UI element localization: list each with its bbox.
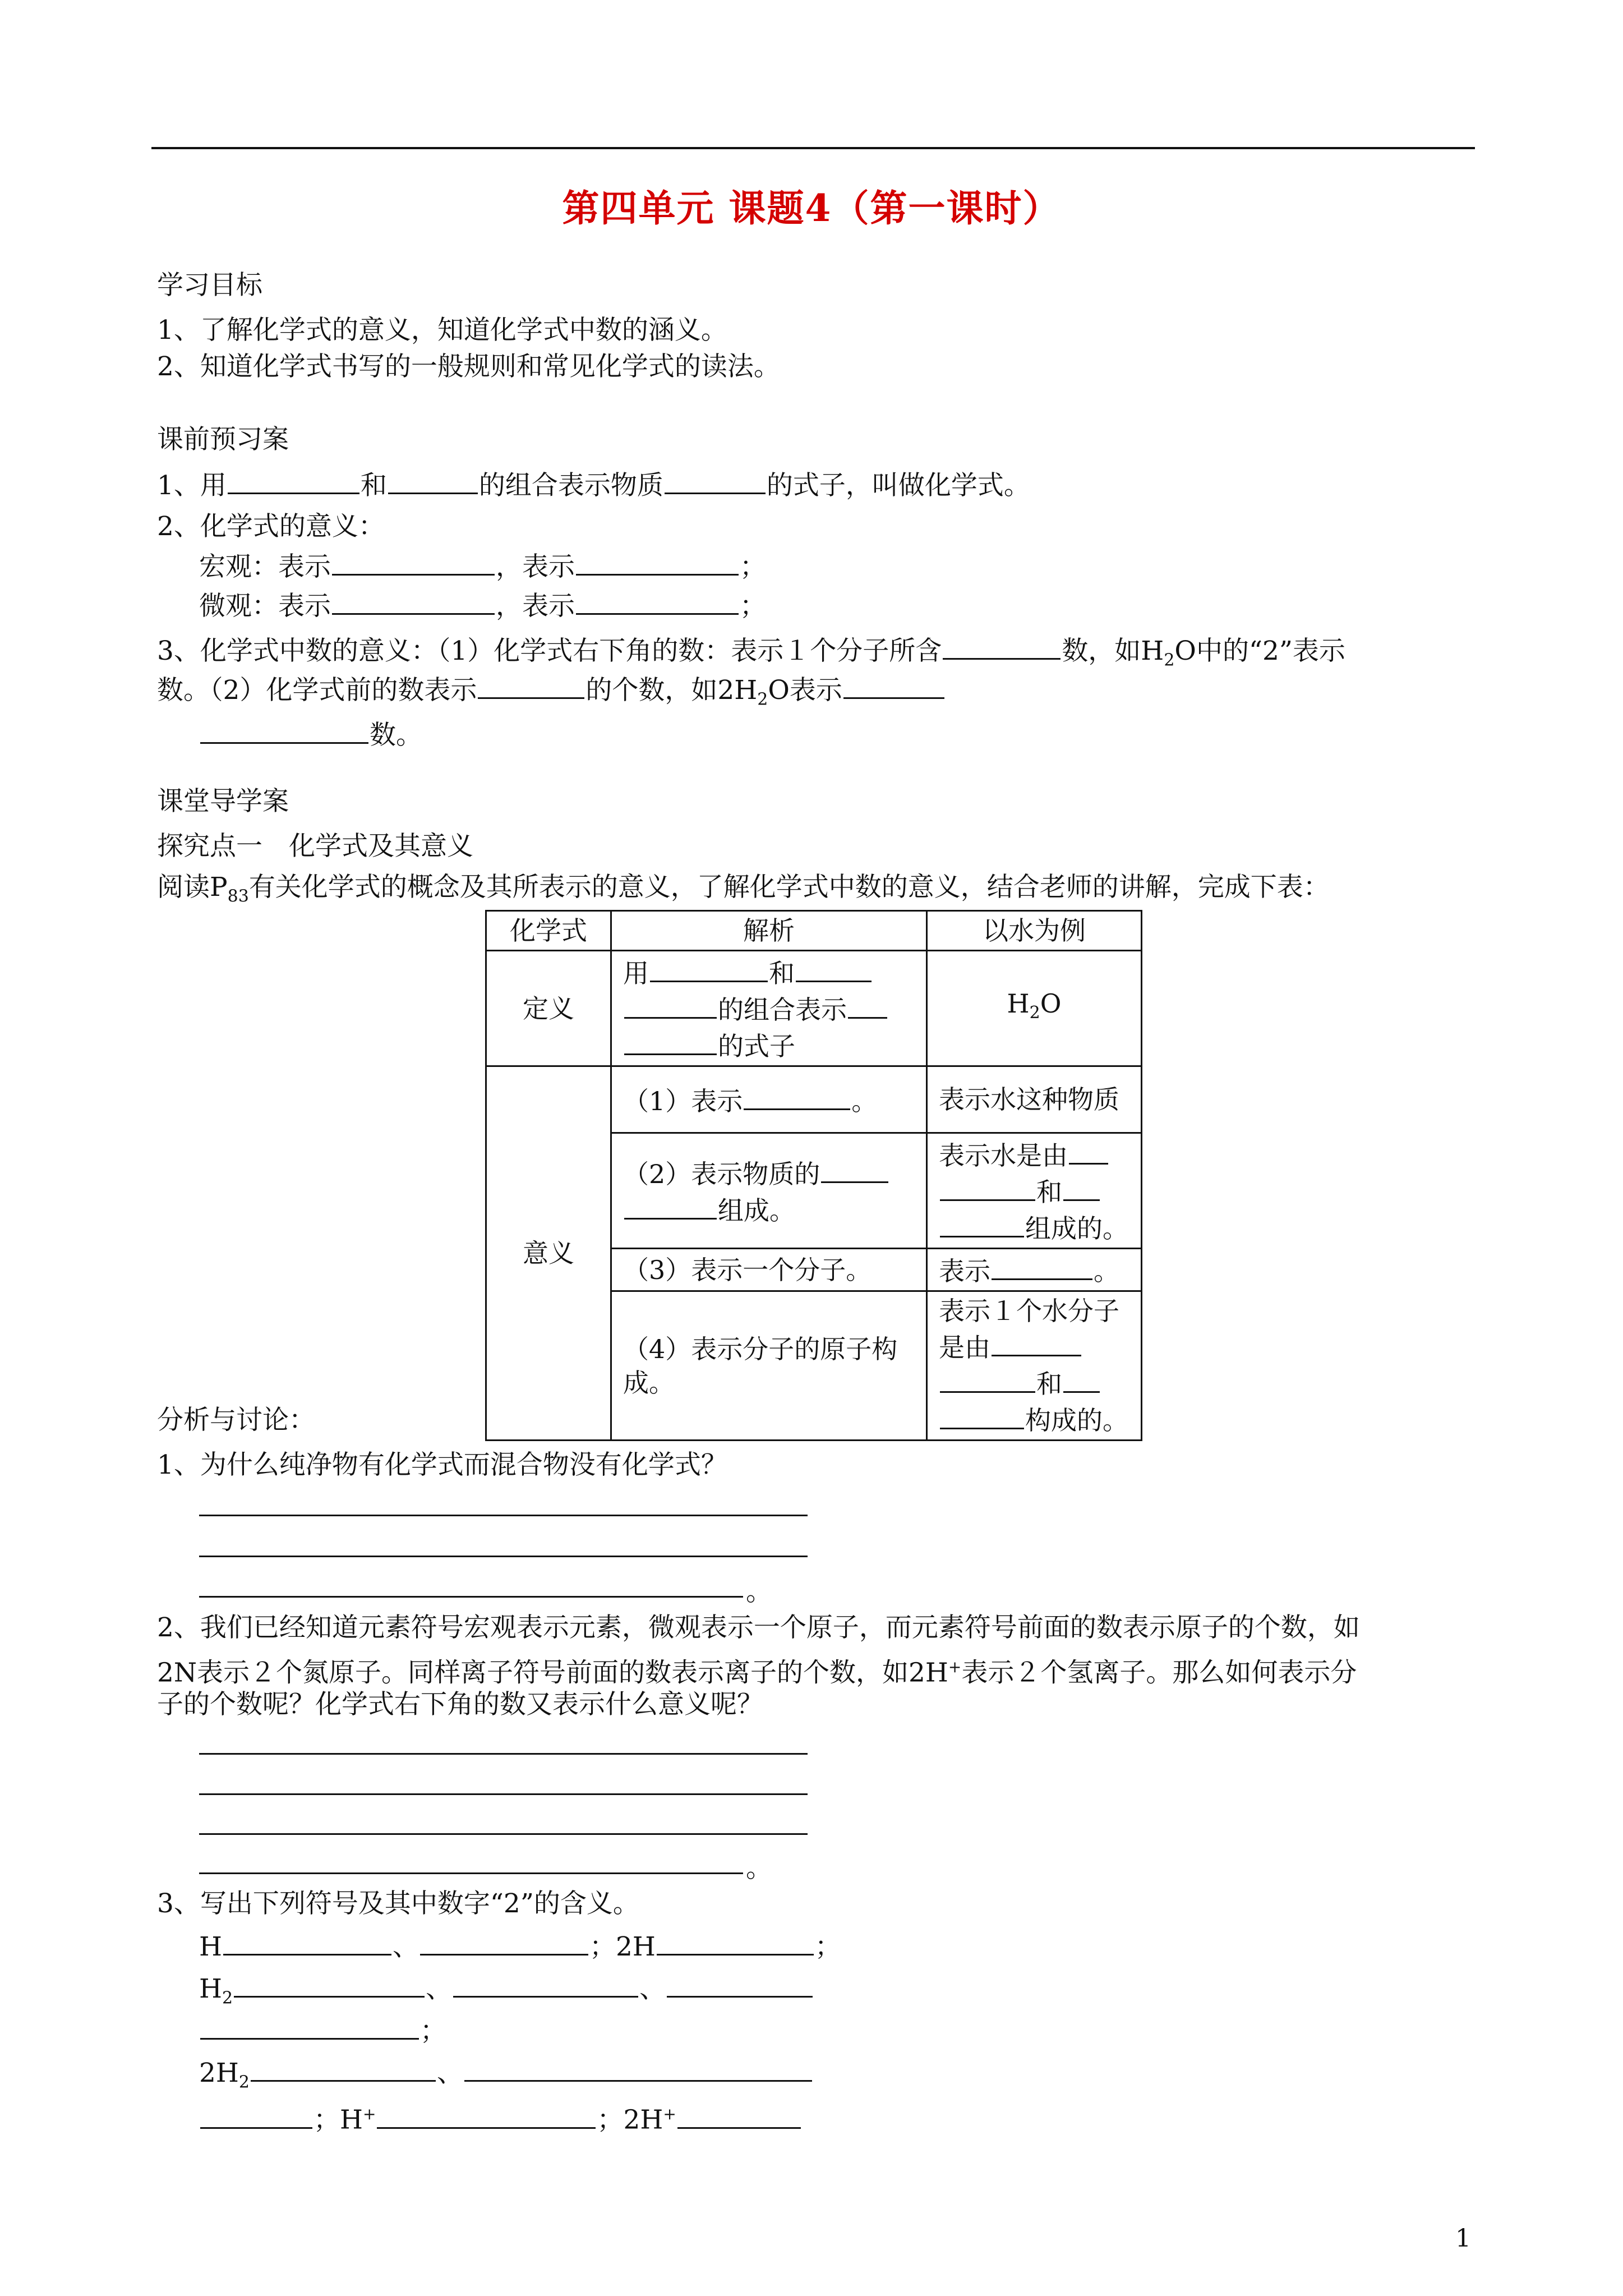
answer-blank[interactable] bbox=[234, 1969, 425, 1998]
answer-blank[interactable] bbox=[377, 2100, 596, 2129]
answer-line[interactable] bbox=[199, 1833, 808, 1835]
answer-period: 。 bbox=[746, 1853, 772, 1884]
answer-blank[interactable] bbox=[744, 1082, 850, 1110]
objective-item-1: 1、了解化学式的意义，知道化学式中数的涵义。 bbox=[157, 315, 727, 346]
answer-blank[interactable] bbox=[478, 670, 584, 699]
answer-blank[interactable] bbox=[1063, 1172, 1100, 1201]
symbol-line-h2-cont: ； bbox=[199, 2011, 446, 2050]
answer-blank[interactable] bbox=[576, 547, 739, 576]
answer-blank[interactable] bbox=[848, 990, 887, 1019]
table-row-meaning-1 bbox=[486, 1066, 1142, 1133]
answer-line[interactable] bbox=[199, 1753, 808, 1755]
answer-blank[interactable] bbox=[200, 715, 368, 744]
answer-blank[interactable] bbox=[464, 2053, 812, 2082]
answer-blank[interactable] bbox=[332, 586, 495, 615]
objective-item-2: 2、知道化学式书写的一般规则和常见化学式的读法。 bbox=[157, 351, 780, 382]
preview-heading: 课前预习案 bbox=[157, 424, 289, 455]
answer-blank[interactable] bbox=[624, 990, 717, 1019]
page-title: 第四单元 课题4（第一课时） bbox=[562, 186, 1061, 230]
answer-blank[interactable] bbox=[223, 1927, 391, 1955]
answer-line[interactable] bbox=[199, 1515, 808, 1516]
answer-blank[interactable] bbox=[940, 1364, 1035, 1393]
symbol-line-h2: $H_2$ 、 、 bbox=[199, 1969, 814, 2017]
answer-blank[interactable] bbox=[453, 1969, 638, 1998]
discussion-q2-line3: 子的个数呢？化学式右下角的数又表示什么意义呢？ bbox=[157, 1689, 763, 1720]
meaning-example-4: 表示１个水分子是由 和 构成的。 bbox=[927, 1291, 1142, 1441]
objectives-heading: 学习目标 bbox=[157, 270, 262, 301]
table-header-row bbox=[486, 911, 1142, 951]
meaning-analysis-1: （1）表示 。 bbox=[611, 1066, 927, 1133]
preview-q2: 2、化学式的意义： bbox=[157, 511, 385, 542]
answer-blank[interactable] bbox=[228, 466, 359, 494]
preview-macro: 宏观：表示 ，表示 ； bbox=[199, 547, 766, 586]
header-rule bbox=[151, 147, 1475, 149]
answer-blank[interactable] bbox=[576, 586, 739, 615]
table-header-cell: 化学式 bbox=[486, 911, 611, 951]
page-number: 1 bbox=[1455, 2224, 1471, 2253]
discussion-heading: 分析与讨论： bbox=[157, 1405, 315, 1435]
answer-blank[interactable] bbox=[624, 1027, 717, 1055]
answer-blank[interactable] bbox=[796, 954, 872, 982]
meaning-analysis-2: （2）表示物质的 组成。 bbox=[611, 1133, 927, 1249]
discussion-q2-line2: 2N表示２个氮原子。同样离子符号前面的数表示离子的个数，如2H+表示２个氢离子。那么如何表示分 bbox=[157, 1657, 1357, 1688]
answer-blank[interactable] bbox=[843, 670, 944, 699]
classroom-topic: 探究点一 化学式及其意义 bbox=[157, 831, 473, 862]
answer-blank[interactable] bbox=[667, 1969, 813, 1998]
answer-blank[interactable] bbox=[200, 2011, 419, 2040]
symbol-line-hplus: ；H+ ；2H+ bbox=[199, 2095, 802, 2139]
meaning-example-1: 表示水这种物质 bbox=[927, 1066, 1142, 1133]
answer-blank[interactable] bbox=[677, 2100, 801, 2129]
row-label-meaning: 意义 bbox=[486, 1066, 611, 1441]
answer-blank[interactable] bbox=[624, 1191, 717, 1220]
preview-q3-line2: 数。（2）化学式前的数表示 的个数，如$2H_2O$表示 bbox=[157, 670, 946, 719]
definition-analysis-cell: 用 和 的组合表示 的式子 bbox=[611, 951, 927, 1066]
answer-line[interactable] bbox=[199, 1556, 808, 1557]
answer-blank[interactable] bbox=[940, 1401, 1024, 1429]
answer-line[interactable] bbox=[199, 1793, 808, 1795]
table-row-definition bbox=[486, 951, 1142, 1066]
meaning-analysis-3: （3）表示一个分子。 bbox=[611, 1249, 927, 1291]
answer-blank[interactable] bbox=[1063, 1364, 1100, 1393]
meaning-example-2: 表示水是由 和 组成的。 bbox=[927, 1133, 1142, 1249]
discussion-q2-line1: 2、我们已经知道元素符号宏观表示元素，微观表示一个原子，而元素符号前面的数表示原子的个数，如 bbox=[157, 1612, 1360, 1643]
chemical-formula-table bbox=[485, 910, 1142, 1441]
answer-blank[interactable] bbox=[992, 1251, 1092, 1280]
answer-blank[interactable] bbox=[665, 466, 766, 494]
discussion-q3: 3、写出下列符号及其中数字“2”的含义。 bbox=[157, 1888, 639, 1919]
preview-q1: 1、用 和 的组合表示物质 的式子，叫做化学式。 bbox=[157, 466, 1030, 505]
answer-blank[interactable] bbox=[1069, 1136, 1108, 1165]
table-header-cell: 以水为例 bbox=[927, 911, 1142, 951]
meaning-analysis-4: （4）表示分子的原子构成。 bbox=[611, 1291, 927, 1441]
classroom-read-instruction: 阅读$P_{83}$有关化学式的概念及其所表示的意义，了解化学式中数的意义，结合老师的讲解，完成下表： bbox=[157, 872, 1330, 907]
discussion-q1: 1、为什么纯净物有化学式而混合物没有化学式？ bbox=[157, 1450, 727, 1480]
symbol-line-2h2: $2H_2$ 、 bbox=[199, 2053, 813, 2101]
answer-blank[interactable] bbox=[943, 631, 1061, 660]
answer-blank[interactable] bbox=[657, 1927, 814, 1955]
answer-blank[interactable] bbox=[420, 1927, 588, 1955]
definition-example-cell: $H_2O$ bbox=[927, 951, 1142, 1066]
answer-blank[interactable] bbox=[200, 2100, 312, 2129]
table-header-cell: 解析 bbox=[611, 911, 927, 951]
answer-blank[interactable] bbox=[388, 466, 478, 494]
meaning-example-3: 表示 。 bbox=[927, 1249, 1142, 1291]
answer-blank[interactable] bbox=[940, 1209, 1024, 1237]
preview-q3-line3: 数。 bbox=[199, 715, 422, 754]
answer-blank[interactable] bbox=[821, 1154, 888, 1183]
preview-q3-line1: 3、化学式中数的意义：（1）化学式右下角的数：表示１个分子所含 数，如$H_2O$中的“2”表示 bbox=[157, 631, 1345, 679]
answer-blank[interactable] bbox=[332, 547, 495, 576]
row-label-definition: 定义 bbox=[486, 951, 611, 1066]
answer-blank[interactable] bbox=[251, 2053, 436, 2082]
classroom-heading: 课堂导学案 bbox=[157, 786, 289, 817]
answer-blank[interactable] bbox=[940, 1172, 1035, 1201]
answer-line[interactable] bbox=[199, 1596, 743, 1598]
answer-period: 。 bbox=[746, 1576, 772, 1607]
answer-blank[interactable] bbox=[992, 1328, 1081, 1356]
symbol-line-h: H 、 ；2H ； bbox=[199, 1927, 841, 1966]
answer-line[interactable] bbox=[199, 1872, 743, 1874]
answer-blank[interactable] bbox=[650, 954, 768, 982]
preview-micro: 微观：表示 ，表示 ； bbox=[199, 586, 766, 625]
